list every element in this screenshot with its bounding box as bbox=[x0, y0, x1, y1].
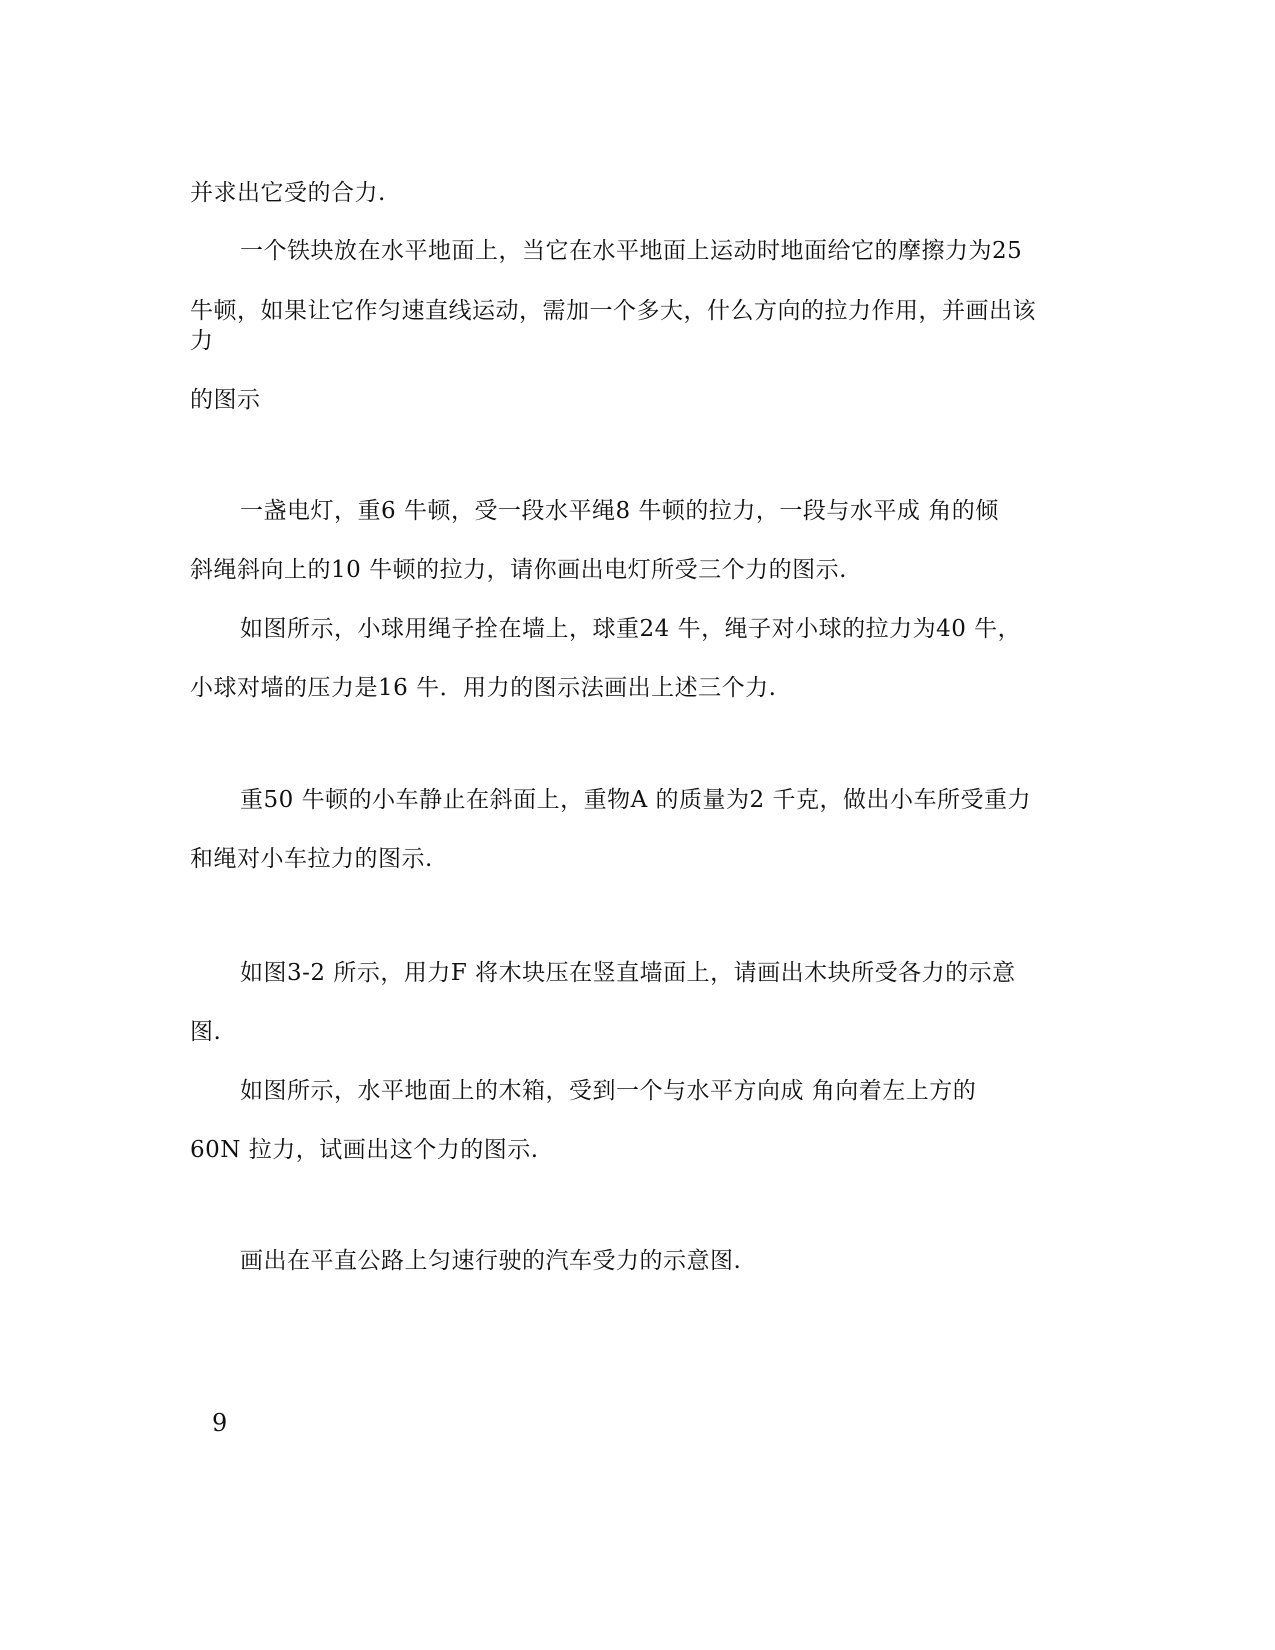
text-line: 牛顿，如果让它作匀速直线运动，需加一个多大，什么方向的拉力作用，并画出该 bbox=[190, 298, 1036, 324]
text-line: 图. bbox=[190, 1019, 222, 1045]
text-line: 一个铁块放在水平地面上，当它在水平地面上运动时地面给它的摩擦力为25 bbox=[240, 238, 1023, 264]
text-line: 如图所示，水平地面上的木箱，受到一个与水平方向成 角向着左上方的 bbox=[240, 1078, 977, 1104]
text-line: 和绳对小车拉力的图示. bbox=[190, 846, 433, 872]
text-line: 斜绳斜向上的10 牛顿的拉力，请你画出电灯所受三个力的图示. bbox=[190, 557, 847, 583]
text-line: 一盏电灯，重6 牛顿，受一段水平绳8 牛顿的拉力，一段与水平成 角的倾 bbox=[240, 498, 999, 524]
text-line: 如图3-2 所示，用力F 将木块压在竖直墙面上，请画出木块所受各力的示意 bbox=[240, 960, 1016, 986]
text-line: 小球对墙的压力是16 牛．用力的图示法画出上述三个力. bbox=[190, 675, 777, 701]
text-line: 画出在平直公路上匀速行驶的汽车受力的示意图. bbox=[240, 1248, 742, 1274]
text-line: 并求出它受的合力. bbox=[190, 180, 386, 206]
text-line: 的图示 bbox=[190, 387, 261, 413]
page-number: 9 bbox=[212, 1409, 228, 1437]
text-line: 如图所示，小球用绳子拴在墙上，球重24 牛，绳子对小球的拉力为40 牛， bbox=[240, 616, 1022, 642]
text-line: 重50 牛顿的小车静止在斜面上，重物A 的质量为2 千克，做出小车所受重力 bbox=[240, 787, 1031, 813]
text-line: 力 bbox=[190, 328, 214, 354]
text-line: 60N 拉力，试画出这个力的图示. bbox=[190, 1137, 539, 1163]
